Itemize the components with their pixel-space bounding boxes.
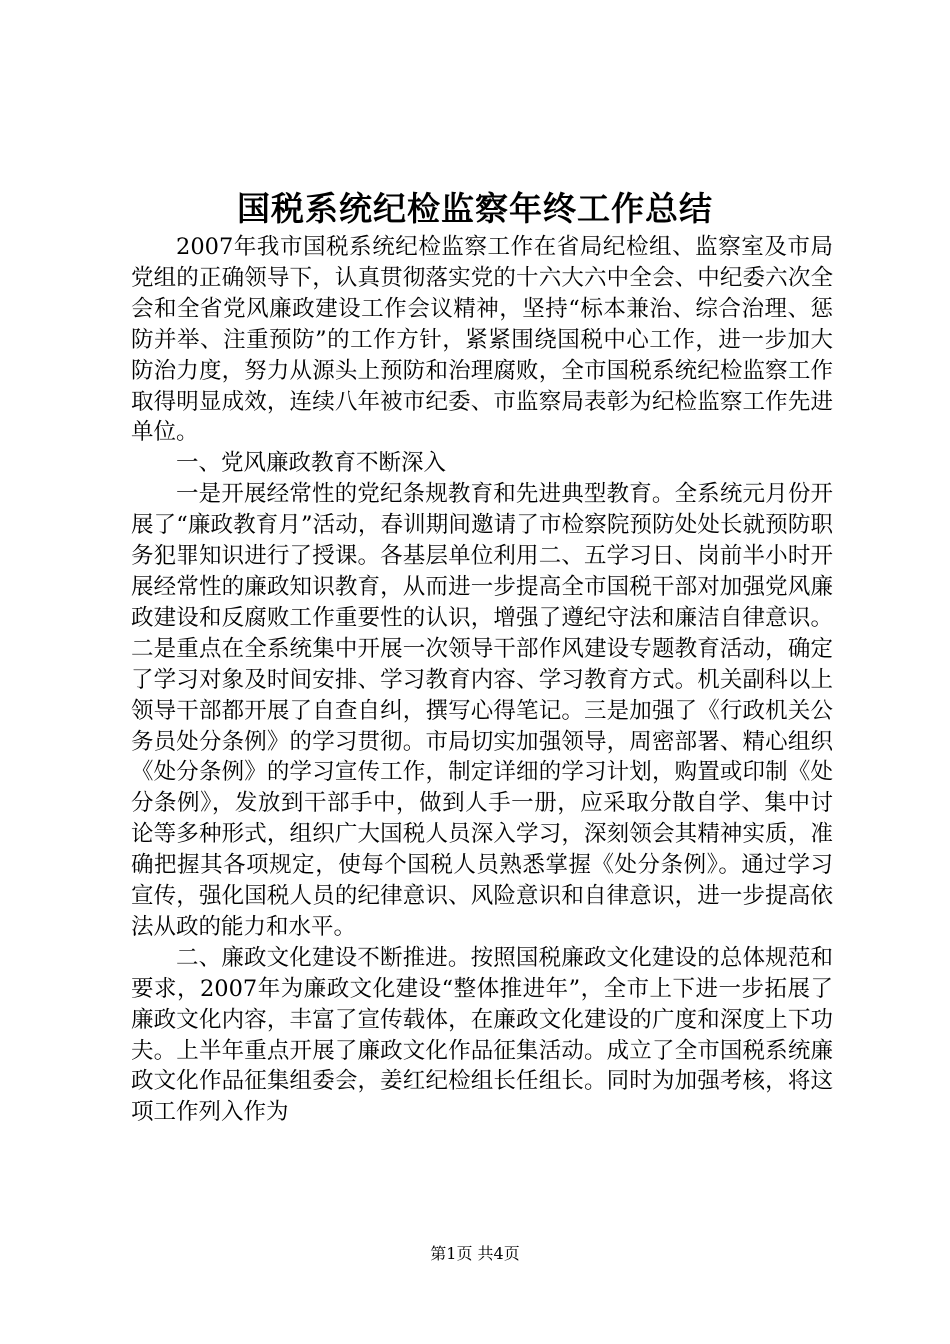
paragraph-section-1: 一是开展经常性的党纪条规教育和先进典型教育。全系统元月份开展了“廉政教育月”活动，春训期间邀请了市检察院预防处处长就预防职务犯罪知识进行了授课。各基层单位利用二、五学习日、岗前半小时开展经常性的廉政知识教育，从而进一步提高全市国税干部对加强党风廉政建设和反腐败工作重要性的认识，增强了遵纪守法和廉洁自律意识。二是重点在全系统集中开展一次领导干部作风建设专题教育活动，确定了学习对象及时间安排、学习教育内容、学习教育方式。机关副科以上领导干部都开展了自查自纠，撰写心得笔记。三是加强了《行政机关公务员处分条例》的学习贯彻。市局切实加强领导，周密部署、精心组织《处分条例》的学习宣传工作，制定详细的学习计划，购置或印制《处分条例》，发放到干部手中，做到人手一册，应采取分散自学、集中讨论等多种形式，组织广大国税人员深入学习，深刻领会其精神实质，准确把握其各项规定，使每个国税人员熟悉掌握《处分条例》。通过学习宣传，强化国税人员的纪律意识、风险意识和自律意识，进一步提高依法从政的能力和水平。 xyxy=(131,481,833,940)
section-heading-1: 一、党风廉政教育不断深入 xyxy=(176,450,447,477)
page-number-footer: 第1页 共4页 xyxy=(430,1244,520,1263)
document-title: 国税系统纪检监察年终工作总结 xyxy=(237,189,713,228)
document-body xyxy=(131,232,833,1128)
paragraph-intro: 2007年我市国税系统纪检监察工作在省局纪检组、监察室及市局党组的正确领导下，认真贯彻落实党的十六大六中全会、中纪委六次全会和全省党风廉政建设工作会议精神，坚持“标本兼治、综合治理、惩防并举、注重预防”的工作方针，紧紧围绕国税中心工作，进一步加大防治力度，努力从源头上预防和治理腐败，全市国税系统纪检监察工作取得明显成效，连续八年被市纪委、市监察局表彰为纪检监察工作先进单位。 xyxy=(131,234,833,446)
paragraph-section-2: 二、廉政文化建设不断推进。按照国税廉政文化建设的总体规范和要求，2007年为廉政文化建设“整体推进年”，全市上下进一步拓展了廉政文化内容，丰富了宣传载体，在廉政文化建设的广度和深度上下功夫。上半年重点开展了廉政文化作品征集活动。成立了全市国税系统廉政文化作品征集组委会，姜红纪检组长任组长。同时为加强考核，将这项工作列入作为 xyxy=(131,944,833,1126)
